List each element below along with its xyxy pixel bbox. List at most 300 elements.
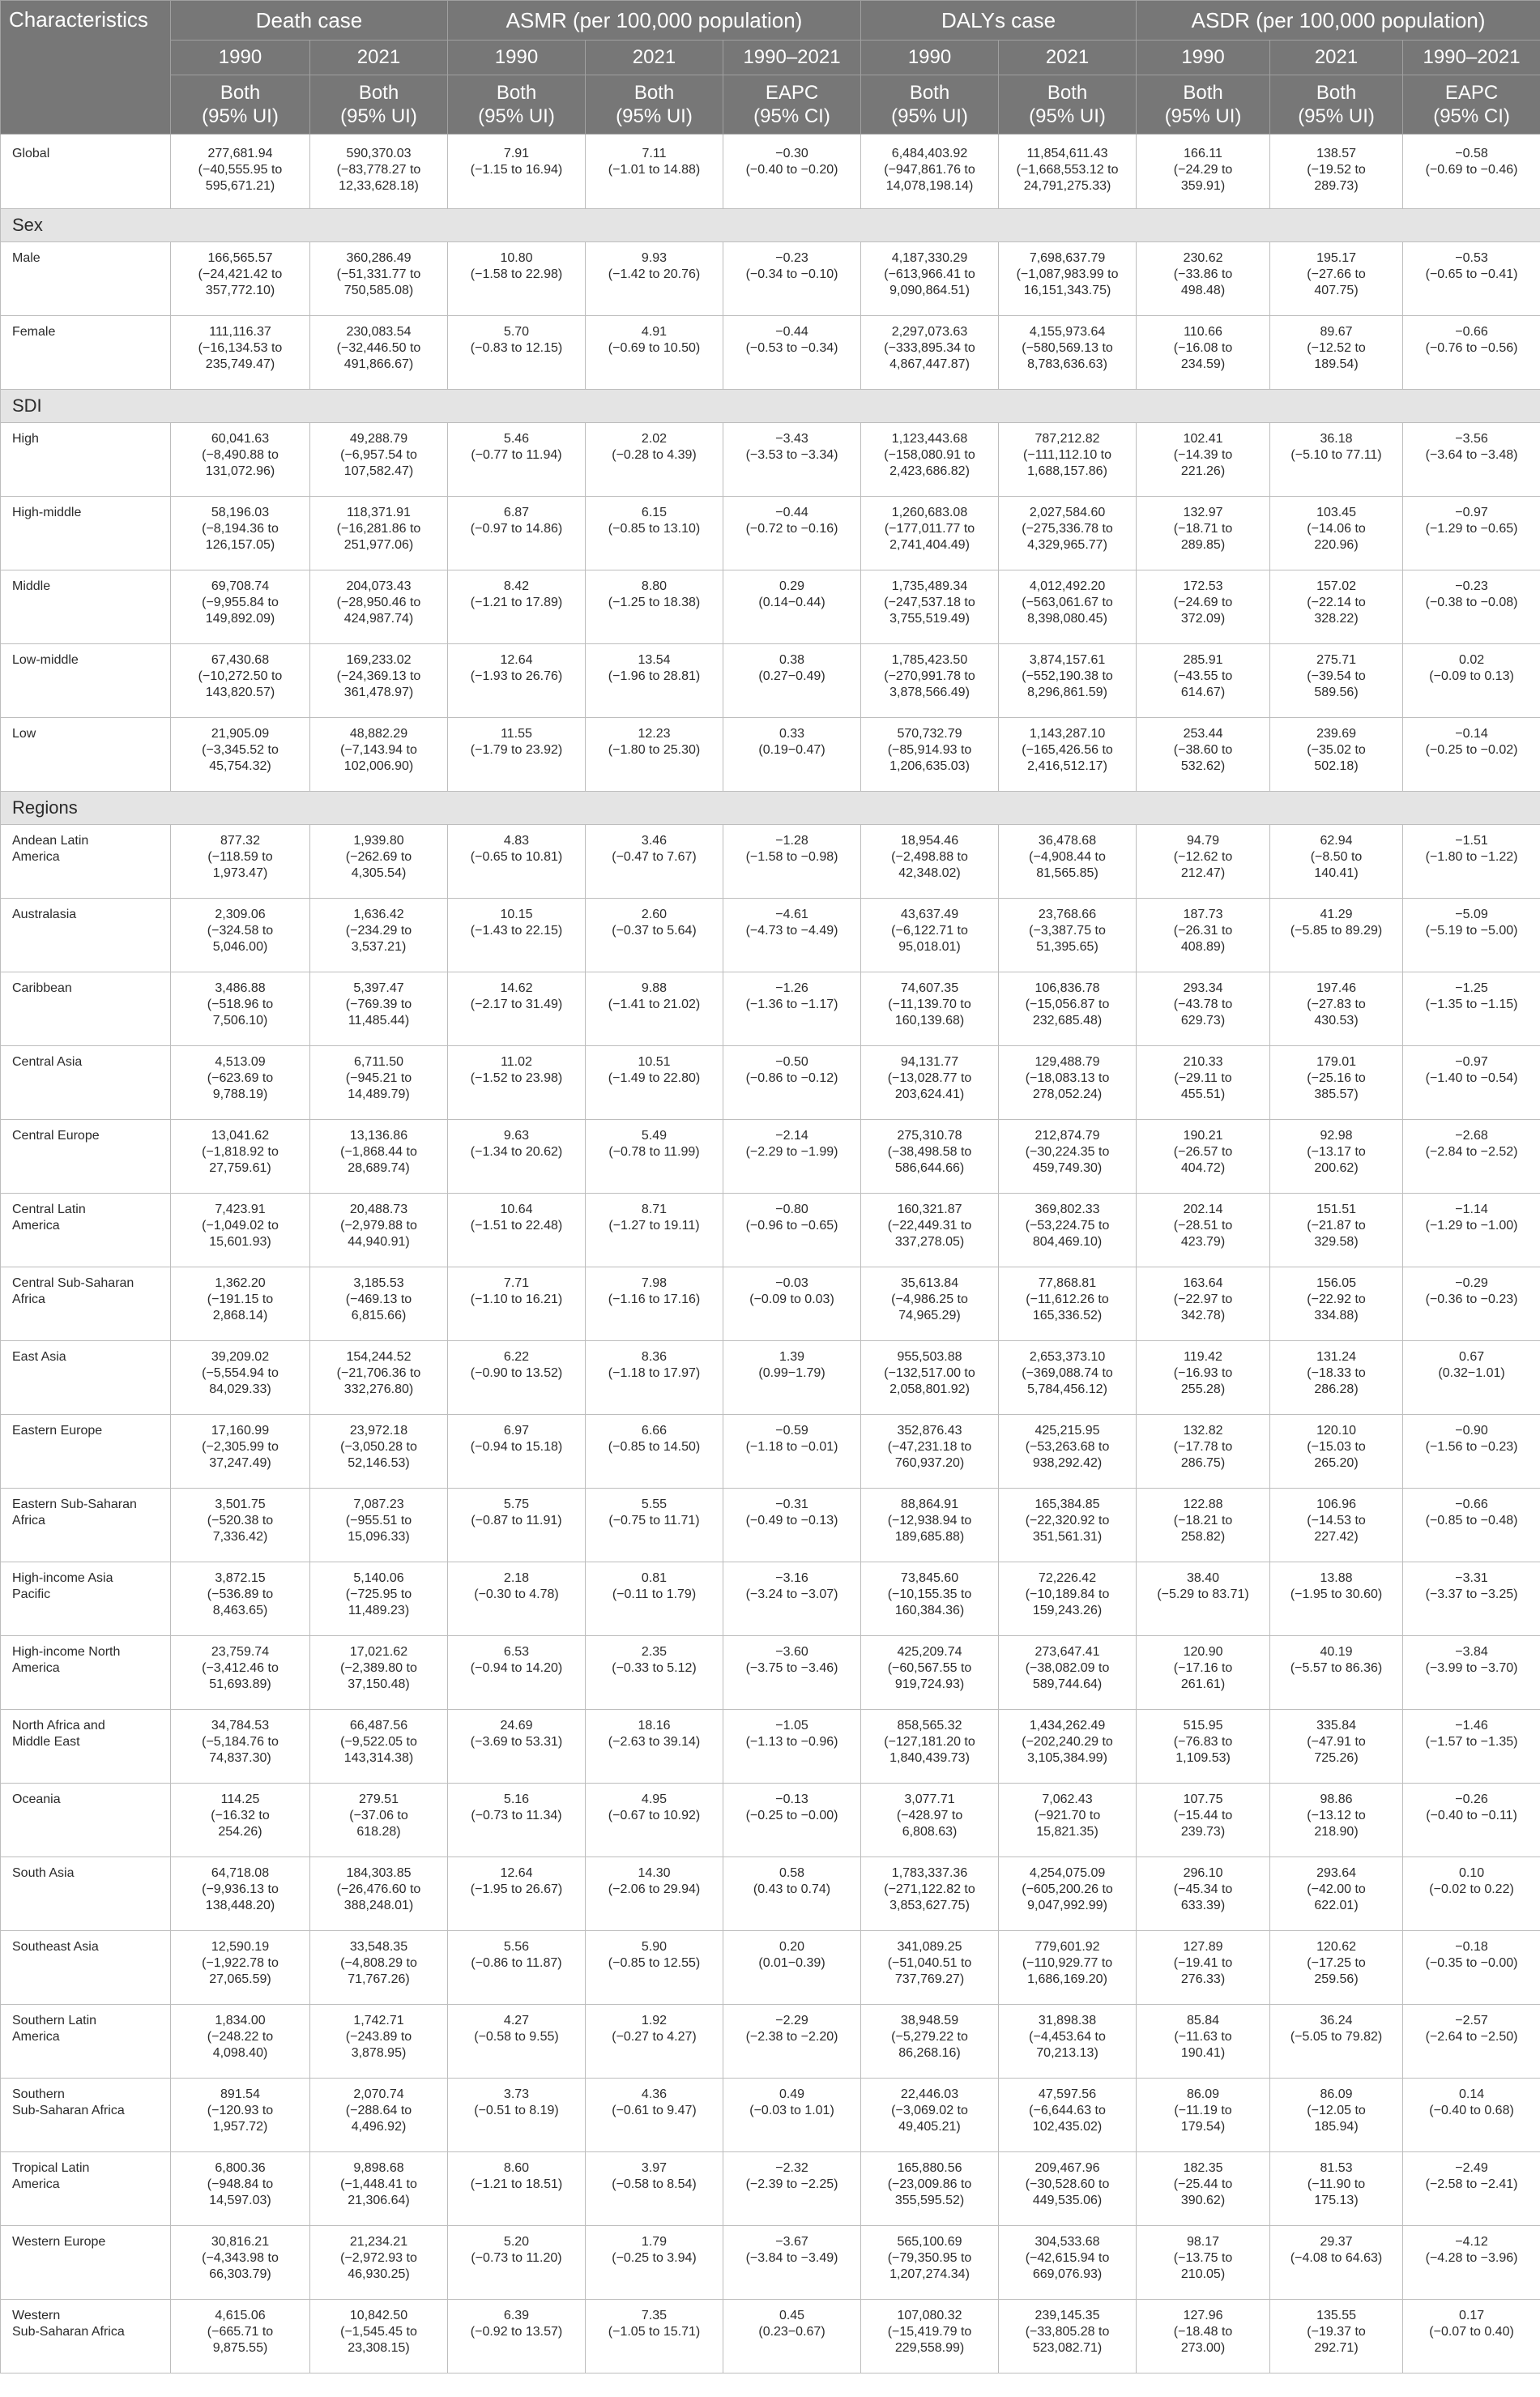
cell-line: 2,741,404.49) [889, 538, 970, 552]
measure-subheader [1270, 75, 1403, 135]
row-label [1, 135, 171, 209]
cell-line: 9,898.68 [353, 2161, 404, 2175]
cell-line: 85.84 [1187, 2014, 1220, 2027]
cell-line: (−3.37 to −3.25) [1425, 1587, 1518, 1601]
table-cell [310, 2300, 448, 2374]
cell-line: (−262.69 to [345, 850, 412, 864]
cell-line: 132.97 [1183, 506, 1223, 519]
cell-line: 38,948.59 [900, 2014, 959, 2027]
subheader-line: Both [909, 82, 950, 104]
cell-line: 2.02 [641, 432, 668, 446]
cell-line: 357,772.10) [205, 284, 275, 297]
cell-line: (−333,895.34 to [884, 341, 975, 355]
cell-line: (−1.21 to 17.89) [470, 596, 563, 609]
cell-line: 293.34 [1183, 981, 1223, 995]
cell-line: (−1.79 to 23.92) [470, 743, 563, 757]
subheader-line: (95% CI) [1433, 105, 1510, 127]
table-cell [171, 899, 310, 972]
cell-line: (−22,320.92 to [1025, 1514, 1110, 1528]
table-cell [1137, 1120, 1270, 1194]
cell-line: (−5,554.94 to [202, 1366, 279, 1380]
table-cell [586, 1194, 723, 1267]
cell-line: (−0.87 to 11.91) [471, 1514, 562, 1528]
cell-line: 332,276.80) [343, 1382, 414, 1396]
cell-line: (−948.84 to [207, 2177, 274, 2191]
table-cell [723, 497, 861, 570]
cell-line: −0.26 [1455, 1792, 1488, 1806]
table-cell [310, 1857, 448, 1931]
cell-line: 229,558.99) [894, 2341, 965, 2355]
table-cell [861, 1415, 999, 1489]
table-cell [448, 316, 586, 390]
cell-line: 13.54 [638, 653, 671, 667]
cell-line: 51,693.89) [209, 1677, 271, 1691]
table-row [1, 1415, 1540, 1489]
cell-line: 2.35 [641, 1645, 668, 1659]
cell-line: 184,303.85 [346, 1866, 412, 1880]
cell-line: (−9,522.05 to [340, 1735, 417, 1749]
cell-line: (−12.52 to [1307, 341, 1366, 355]
death-case-header: Death case [171, 1, 448, 41]
cell-line: 251,977.06) [343, 538, 414, 552]
cell-line: 185.94) [1314, 2120, 1359, 2134]
cell-line: 49,288.79 [349, 432, 408, 446]
cell-line: (−127,181.20 to [884, 1735, 975, 1749]
cell-line: (−0.85 to 13.10) [608, 522, 701, 536]
cell-line: 212.47) [1180, 866, 1226, 880]
cell-line: 293.64 [1316, 1866, 1356, 1880]
measure-subheader [310, 75, 448, 135]
table-cell [1137, 2152, 1270, 2226]
cell-line: (−23,009.86 to [887, 2177, 972, 2191]
cell-line: (−945.21 to [345, 1071, 412, 1085]
cell-line: 2,309.06 [215, 908, 266, 921]
table-cell [448, 1489, 586, 1562]
cell-line: 7.98 [641, 1276, 668, 1290]
year-header: 2021 [586, 41, 723, 75]
table-cell [586, 1489, 723, 1562]
cell-line: −3.56 [1455, 432, 1488, 446]
table-cell [448, 1784, 586, 1857]
cell-line: 138.57 [1316, 147, 1356, 160]
cell-line: 254.26) [218, 1825, 262, 1839]
cell-line: 361,478.97) [343, 686, 414, 699]
cell-line: 259.56) [1314, 1972, 1359, 1986]
table-cell [1137, 1267, 1270, 1341]
cell-line: 69,708.74 [211, 579, 270, 593]
cell-line: 11,489.23) [348, 1604, 410, 1617]
cell-line: 3,878.95) [351, 2046, 407, 2060]
cell-line: 7.71 [503, 1276, 530, 1290]
cell-line: (−17.16 to [1173, 1661, 1233, 1675]
row-label-line: Central Sub-Saharan [12, 1276, 134, 1290]
cell-line: 3,105,384.99) [1027, 1751, 1107, 1765]
table-cell [1403, 1931, 1540, 2005]
cell-line: 278,052.24) [1032, 1087, 1103, 1101]
cell-line: 3,853,627.75) [889, 1899, 970, 1912]
cell-line: 15,821.35) [1036, 1825, 1098, 1839]
cell-line: 2,058,801.92) [889, 1382, 970, 1396]
cell-line: (0.19−0.47) [758, 743, 825, 757]
table-row [1, 1784, 1540, 1857]
table-cell [1403, 825, 1540, 899]
table-cell [861, 2005, 999, 2079]
cell-line: 3,755,519.49) [889, 612, 970, 626]
cell-line: 190.41) [1180, 2046, 1226, 2060]
cell-line: 4.27 [503, 2014, 530, 2027]
cell-line: 0.14 [1458, 2087, 1485, 2101]
cell-line: 212,874.79 [1034, 1129, 1100, 1143]
subheader-line: Both [1316, 82, 1357, 104]
cell-line: 565,100.69 [897, 2235, 962, 2249]
table-cell [861, 497, 999, 570]
table-row [1, 2079, 1540, 2152]
cell-line: 4.36 [641, 2087, 668, 2101]
cell-line: (−53,224.75 to [1025, 1219, 1110, 1233]
cell-line: 27,065.59) [209, 1972, 271, 1986]
cell-line: 4,615.06 [215, 2309, 266, 2322]
cell-line: 92.98 [1320, 1129, 1353, 1143]
table-cell [861, 718, 999, 792]
subheader-line: Both [496, 82, 537, 104]
row-label-line: Oceania [12, 1792, 61, 1806]
cell-line: 166.11 [1184, 147, 1222, 160]
cell-line: −0.18 [1455, 1940, 1488, 1954]
cell-line: 94,131.77 [900, 1055, 959, 1069]
cell-line: 1.92 [641, 2014, 668, 2027]
cell-line: 17,021.62 [349, 1645, 408, 1659]
cell-line: (−7,143.94 to [340, 743, 417, 757]
year-header: 1990–2021 [1403, 41, 1540, 75]
cell-line: 143,820.57) [205, 686, 275, 699]
cell-line: (−42.00 to [1307, 1882, 1366, 1896]
cell-line: (−0.40 to −0.20) [745, 163, 838, 177]
cell-line: 163.64 [1183, 1276, 1223, 1290]
cell-line: 187.73 [1183, 908, 1223, 921]
cell-line: (−4,808.29 to [340, 1956, 417, 1970]
cell-line: 1,123,443.68 [891, 432, 968, 446]
cell-line: 17,160.99 [211, 1424, 270, 1438]
table-cell [723, 1120, 861, 1194]
cell-line: (−19.41 to [1173, 1956, 1233, 1970]
cell-line: (−1.41 to 21.02) [608, 998, 701, 1011]
cell-line: 36,478.68 [1038, 834, 1097, 848]
cell-line: 7.11 [642, 147, 667, 160]
cell-line: (−51,331.77 to [336, 267, 421, 281]
cell-line: 6,711.50 [353, 1055, 404, 1069]
cell-line: 189,685.88) [894, 1530, 965, 1544]
row-label-line: Western Europe [12, 2235, 106, 2249]
cell-line: 23,308.15) [348, 2341, 410, 2355]
cell-line: (−0.85 to −0.48) [1425, 1514, 1518, 1528]
cell-line: (−17.25 to [1307, 1956, 1366, 1970]
cell-line: −1.14 [1455, 1203, 1488, 1216]
cell-line: 955,503.88 [897, 1350, 962, 1364]
table-cell [999, 2300, 1137, 2374]
table-cell [1403, 644, 1540, 718]
table-cell [1137, 1046, 1270, 1120]
cell-line: (−26.31 to [1173, 924, 1233, 938]
cell-line: −0.66 [1455, 325, 1488, 339]
cell-line: (−0.38 to −0.08) [1425, 596, 1518, 609]
cell-line: 160,384.36) [894, 1604, 965, 1617]
cell-line: 43,637.49 [900, 908, 959, 921]
cell-line: 149,892.09) [205, 612, 275, 626]
table-cell [1270, 1489, 1403, 1562]
cell-line: 36.24 [1320, 2014, 1353, 2027]
cell-line: 2.60 [641, 908, 668, 921]
cell-line: 289.85) [1180, 538, 1226, 552]
cell-line: (−19.52 to [1307, 163, 1366, 177]
cell-line: (−1.80 to 25.30) [608, 743, 701, 757]
cell-line: (−1.34 to 20.62) [470, 1145, 563, 1159]
cell-line: (−243.89 to [345, 2030, 412, 2044]
cell-line: 135.55 [1316, 2309, 1356, 2322]
row-label-line: America [12, 1219, 60, 1233]
table-cell [1403, 899, 1540, 972]
cell-line: 39,209.02 [211, 1350, 270, 1364]
cell-line: 6.53 [503, 1645, 530, 1659]
cell-line: −1.51 [1455, 834, 1488, 848]
row-label [1, 1046, 171, 1120]
cell-line: −4.61 [775, 908, 808, 921]
table-cell [171, 1194, 310, 1267]
cell-line: (−428.97 to [896, 1809, 963, 1822]
cell-line: (−324.58 to [207, 924, 274, 938]
row-label [1, 1636, 171, 1710]
cell-line: 858,565.32 [897, 1719, 962, 1733]
table-cell [171, 1489, 310, 1562]
cell-line: 4,155,973.64 [1029, 325, 1106, 339]
cell-line: (−1.13 to −0.96) [745, 1735, 838, 1749]
row-label [1, 1415, 171, 1489]
row-label-line: America [12, 2177, 60, 2191]
cell-line: (0.27−0.49) [758, 669, 825, 683]
cell-line: (−18.33 to [1307, 1366, 1366, 1380]
cell-line: (−24,421.42 to [198, 267, 283, 281]
subheader-line: Both [220, 82, 261, 104]
table-cell [171, 644, 310, 718]
cell-line: (−0.28 to 4.39) [612, 448, 697, 462]
table-cell [171, 1857, 310, 1931]
cell-line: (−0.65 to −0.41) [1425, 267, 1518, 281]
cell-line: (−1,922.78 to [202, 1956, 279, 1970]
table-cell [448, 2005, 586, 2079]
table-cell [310, 1194, 448, 1267]
cell-line: (−0.78 to 11.99) [608, 1145, 700, 1159]
table-cell [1137, 2079, 1270, 2152]
table-cell [1403, 2226, 1540, 2300]
cell-line: 230.62 [1183, 251, 1223, 265]
cell-line: 938,292.42) [1032, 1456, 1103, 1470]
table-cell [1403, 2300, 1540, 2374]
cell-line: (−6,122.71 to [891, 924, 968, 938]
cell-line: 4,867,447.87) [889, 357, 970, 371]
cell-line: (−1.18 to −0.01) [745, 1440, 838, 1454]
table-cell [171, 2300, 310, 2374]
table-cell [171, 316, 310, 390]
cell-line: 725.26) [1314, 1751, 1359, 1765]
cell-line: 111,116.37 [209, 325, 271, 339]
cell-line: 1,840,439.73) [889, 1751, 970, 1765]
cell-line: −0.97 [1455, 506, 1488, 519]
table-cell [171, 1046, 310, 1120]
cell-line: (−11,139.70 to [888, 998, 971, 1011]
table-cell [723, 1710, 861, 1784]
cell-line: 131.24 [1316, 1350, 1356, 1364]
table-cell [1403, 2152, 1540, 2226]
asmr-header: ASMR (per 100,000 population) [448, 1, 861, 41]
cell-line: 13,041.62 [211, 1129, 270, 1143]
table-row [1, 1046, 1540, 1120]
cell-line: (−21.87 to [1307, 1219, 1366, 1233]
cell-line: −0.30 [775, 147, 808, 160]
table-cell [723, 1636, 861, 1710]
cell-line: 6,484,403.92 [891, 147, 968, 160]
cell-line: (−3.99 to −3.70) [1425, 1661, 1518, 1675]
cell-line: (−18.71 to [1173, 522, 1233, 536]
cell-line: 160,321.87 [897, 1203, 962, 1216]
cell-line: 273.00) [1180, 2341, 1226, 2355]
cell-line: 279.51 [359, 1792, 399, 1806]
cell-line: 1,362.20 [215, 1276, 266, 1290]
cell-line: 337,278.05) [894, 1235, 965, 1249]
table-row [1, 2152, 1540, 2226]
table-cell [171, 1267, 310, 1341]
cell-line: (−15.03 to [1307, 1440, 1366, 1454]
cell-line: (−1.36 to −1.17) [745, 998, 838, 1011]
cell-line: (−25.16 to [1307, 1071, 1366, 1085]
cell-line: 27,759.61) [209, 1161, 271, 1175]
cell-line: (−8.50 to [1310, 850, 1363, 864]
section-title: SDI [1, 390, 1540, 423]
cell-line: 72,226.42 [1038, 1571, 1097, 1585]
cell-line: 67,430.68 [211, 653, 270, 667]
cell-line: (−3.53 to −3.34) [745, 448, 838, 462]
table-cell [861, 135, 999, 209]
cell-line: 38.40 [1187, 1571, 1220, 1585]
cell-line: (−26.57 to [1173, 1145, 1233, 1159]
cell-line: (−38,082.09 to [1025, 1661, 1110, 1675]
cell-line: 342.78) [1180, 1309, 1226, 1322]
cell-line: 29.37 [1320, 2235, 1353, 2249]
table-cell [1137, 242, 1270, 316]
cell-line: 6.39 [503, 2309, 530, 2322]
cell-line: (−27.83 to [1307, 998, 1366, 1011]
table-cell [999, 1489, 1137, 1562]
table-cell [861, 899, 999, 972]
cell-line: (−1.43 to 22.15) [470, 924, 563, 938]
row-label-line: Pacific [12, 1587, 51, 1601]
cell-line: 3.46 [641, 834, 668, 848]
cell-line: 1,783,337.36 [891, 1866, 968, 1880]
table-cell [1403, 718, 1540, 792]
cell-line: (−947,861.76 to [884, 163, 975, 177]
cell-line: (−1.93 to 26.76) [470, 669, 563, 683]
cell-line: (−3,412.46 to [202, 1661, 279, 1675]
table-cell [999, 972, 1137, 1046]
cell-line: 156.05 [1316, 1276, 1356, 1290]
row-label-line: Sub-Saharan Africa [12, 2104, 125, 2117]
table-row [1, 1710, 1540, 1784]
cell-line: (−11.63 to [1174, 2030, 1232, 2044]
cell-line: −0.58 [1455, 147, 1488, 160]
cell-line: (−165,426.56 to [1022, 743, 1113, 757]
cell-line: (−1.49 to 22.80) [608, 1071, 701, 1085]
table-cell [1270, 899, 1403, 972]
cell-line: 2,868.14) [212, 1309, 268, 1322]
table-cell [861, 1784, 999, 1857]
table-cell [999, 2152, 1137, 2226]
cell-line: 5.75 [503, 1498, 530, 1511]
cell-line: 390.62) [1180, 2194, 1226, 2207]
cell-line: 1,834.00 [215, 2014, 266, 2027]
cell-line: (−13.75 to [1173, 2251, 1233, 2265]
cell-line: 6,808.63) [902, 1825, 958, 1839]
cell-line: 203,624.41) [894, 1087, 965, 1101]
table-cell [861, 1857, 999, 1931]
row-label [1, 2079, 171, 2152]
table-cell [861, 2226, 999, 2300]
cell-line: 292.71) [1314, 2341, 1359, 2355]
cell-line: (−43.78 to [1173, 998, 1233, 1011]
cell-line: (−14.39 to [1173, 448, 1233, 462]
cell-line: (0.32−1.01) [1438, 1366, 1505, 1380]
table-row [1, 644, 1540, 718]
cell-line: 8,783,636.63) [1027, 357, 1107, 371]
measure-subheader [999, 75, 1137, 135]
measure-subheader [586, 75, 723, 135]
cell-line: (−29.11 to [1174, 1071, 1232, 1085]
cell-line: 0.49 [779, 2087, 805, 2101]
cell-line: 3,501.75 [215, 1498, 266, 1511]
table-cell [1270, 2226, 1403, 2300]
subheader-line: (95% UI) [1164, 105, 1242, 127]
table-header [1, 1, 1540, 135]
cell-line: 3,878,566.49) [889, 686, 970, 699]
cell-line: (−4,453.64 to [1029, 2030, 1106, 2044]
cell-line: 0.02 [1458, 653, 1485, 667]
cell-line: 515.95 [1183, 1719, 1223, 1733]
table-cell [861, 242, 999, 316]
cell-line: 614.67) [1180, 686, 1226, 699]
table-cell [1403, 570, 1540, 644]
cell-line: (−33,805.28 to [1025, 2325, 1110, 2339]
dalys-case-header: DALYs case [861, 1, 1137, 41]
cell-line: (−518.96 to [207, 998, 274, 1011]
cell-line: 62.94 [1320, 834, 1353, 848]
table-cell [1270, 1046, 1403, 1120]
table-cell [1137, 423, 1270, 497]
cell-line: (−552,190.38 to [1022, 669, 1113, 683]
table-cell [723, 423, 861, 497]
cell-line: (−0.25 to 3.94) [612, 2251, 697, 2265]
cell-line: 273,647.41 [1034, 1645, 1100, 1659]
cell-line: (−3,387.75 to [1029, 924, 1106, 938]
cell-line: 760,937.20) [894, 1456, 965, 1470]
row-label-line: Central Asia [12, 1055, 83, 1069]
table-row [1, 2005, 1540, 2079]
table-cell [586, 2226, 723, 2300]
cell-line: 1,207,274.34) [889, 2267, 970, 2281]
cell-line: (−8,194.36 to [202, 522, 279, 536]
cell-line: 7,423.91 [215, 1203, 266, 1216]
cell-line: 296.10 [1183, 1866, 1223, 1880]
cell-line: 28,689.74) [348, 1161, 410, 1175]
cell-line: 491,866.67) [343, 357, 414, 371]
cell-line: 37,150.48) [348, 1677, 410, 1691]
cell-line: 3,872.15 [215, 1571, 266, 1585]
